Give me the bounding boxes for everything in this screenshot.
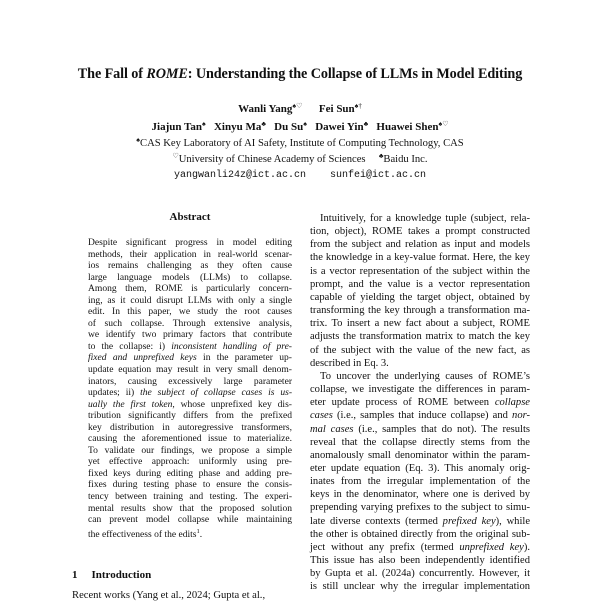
author-mark: ♣ xyxy=(261,120,266,128)
introduction-first-line: Recent works (Yang et al., 2024; Gupta et al., xyxy=(72,590,266,601)
paper-title: The Fall of ROME: Understanding the Collapse of LLMs in Model Editing xyxy=(77,66,523,82)
author-mark: ♠ xyxy=(303,120,307,128)
affiliation-mark: ♠ xyxy=(136,136,140,144)
author-mark: ♠ xyxy=(201,120,206,128)
authors-row-1 xyxy=(0,102,600,115)
section-heading-introduction: 1 Introduction xyxy=(72,569,152,581)
author-mark: ♣ xyxy=(363,120,369,128)
right-column-body: Intuitively, for a knowledge tuple (subject, rela- tion, object), ROME takes a prompt constructed from the subject and relation as input and models the knowledge in a key-value format. Here, the key is a vector representation of the subject within the prompt, and the value is a vector representation capable of yielding the target object, obtained by transforming the key through a transformation ma- trix. To insert a new fact about a subject, ROME adjusts the transformation matrix to match the key of the subject with the value of the new fact, as described in Eq. 3. To uncover the underlying causes of ROME’s collapse, we investigate the differences in param- eter update process of ROME between collapse cases (i.e., samples that induce collapse) and nor- mal cases (i.e., samples that do not). The results reveal that the collapse directly stems from the anomalously small denominator within the param- eter update equation (Eq. 3). This anomaly orig- inates from the irregular implementation of the keys in the denominator, where one is derived by prepending varying prefixes to the subject to simu- late diverse contexts (termed prefixed key), while the other is obtained directly from the original sub- ject without any prefix (termed unprefixed key). This issue has also been independently identified by Gupta et al. (2024a) concurrently. However, it is still unclear why the irregular implementation xyxy=(310,213,530,593)
abstract-heading: Abstract xyxy=(169,211,211,223)
title-italic-rome: ROME xyxy=(146,66,188,82)
footnote-mark: 1 xyxy=(196,527,200,535)
email: yangwanli24z@ict.ac.cn xyxy=(173,170,306,181)
author-emails xyxy=(0,170,600,181)
affiliation-mark: ♡ xyxy=(172,152,179,160)
author-name: Wanli Yang xyxy=(238,103,293,115)
author-name: Fei Sun xyxy=(318,103,355,115)
email: sunfei@ict.ac.cn xyxy=(330,170,427,181)
author-name: Dawei Yin xyxy=(315,121,364,133)
affiliation-mark: ♣ xyxy=(378,152,384,160)
author-name: Du Su xyxy=(274,121,304,133)
affiliation-line-2: ♡University of Chinese Academy of Sciences ♣Baidu Inc. xyxy=(172,152,428,165)
author-mark: ♠♡ xyxy=(438,120,449,128)
author-name: Jiajun Tan xyxy=(151,121,202,133)
authors-row-2 xyxy=(0,120,600,133)
author-name: Huawei Shen xyxy=(376,121,439,133)
affiliation-line-1: ♠CAS Key Laboratory of AI Safety, Institute of Computing Technology, CAS xyxy=(136,136,464,149)
author-mark: ♠† xyxy=(354,102,362,110)
author-name: Xinyu Ma xyxy=(213,121,262,133)
abstract-body: Despite significant progress in model editing methods, their application in real-world scenar- ios remains challenging as they often cause large language models (LLMs) to collapse. Among them, ROME is particularly concern- ing, as it could disrupt LLMs with only a single edit. In this paper, we study the root causes of such collapse. Through extensive analysis, we identify two primary factors that contribute to the collapse: i) inconsistent handling of pre- fixed and unprefixed keys in the parameter up- update equation may result in very small denom- inators, causing excessively large parameter updates; ii) the subject of collapse cases is us- ually the first token, whose unprefixed key dis- tribution significantly differs from the prefixed key distribution in autoregressive transformers, causing the aforementioned issue to materialize. To validate our findings, we propose a simple yet effective approach: uniformly using pre- fixed keys during editing phase and adding pre- fixes during testing phase to ensure the consis- tency between training and testing. The experi- mental results show that the proposed solution can prevent model collapse while maintaining the effectiveness of the edits$^1$. xyxy=(88,237,292,540)
author-mark: ♠♡ xyxy=(292,102,303,110)
